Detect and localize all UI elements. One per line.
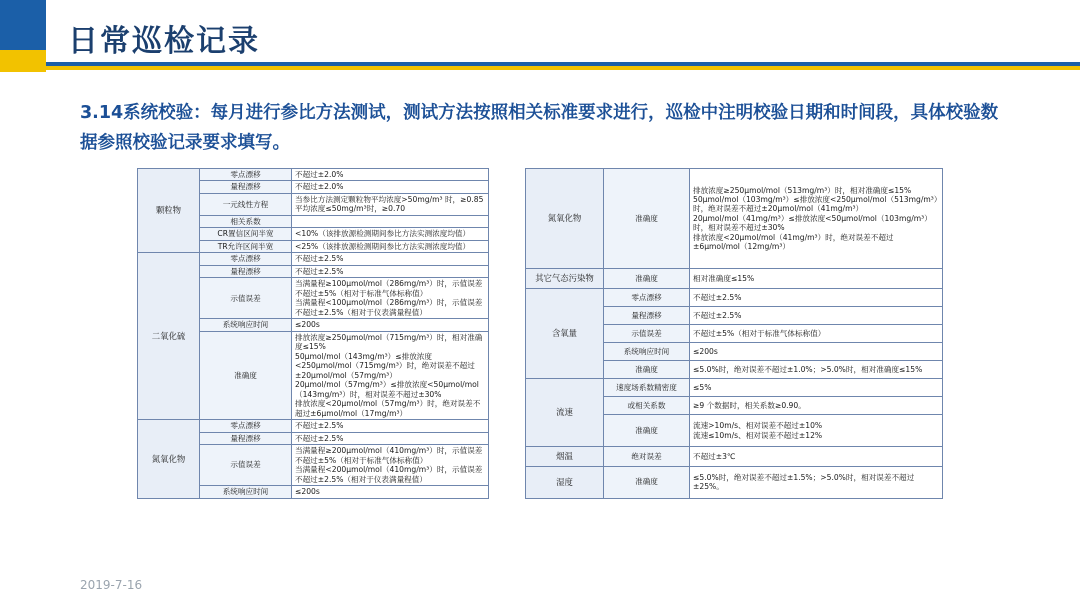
table-row: [526, 169, 943, 269]
row-parameter: 系统响应时间: [604, 343, 690, 361]
calibration-tables: [0, 168, 1080, 499]
row-requirement: 不超过±2.0%: [292, 169, 489, 181]
row-requirement: [292, 215, 489, 227]
row-parameter: 准确度: [604, 415, 690, 447]
row-parameter: 量程漂移: [200, 181, 292, 193]
intro-paragraph: 3.14系统校验：每月进行参比方法测试，测试方法按照相关标准要求进行，巡检中注明校验日期和时间段，具体校验数据参照校验记录要求填写。: [80, 103, 999, 153]
table-row: [526, 466, 943, 498]
row-requirement: ≤5%: [690, 379, 943, 397]
row-parameter: 量程漂移: [200, 265, 292, 277]
row-parameter: 一元线性方程: [200, 193, 292, 215]
row-category: 烟温: [526, 447, 604, 467]
row-parameter: 零点漂移: [200, 420, 292, 432]
row-parameter: 示值误差: [200, 445, 292, 486]
row-parameter: 绝对误差: [604, 447, 690, 467]
row-parameter: 准确度: [604, 269, 690, 289]
table-row: [526, 288, 943, 306]
row-requirement: 不超过±3℃: [690, 447, 943, 467]
row-parameter: 速度场系数精密度: [604, 379, 690, 397]
row-requirement: 不超过±2.5%: [292, 253, 489, 265]
row-parameter: 量程漂移: [604, 307, 690, 325]
row-parameter: 准确度: [200, 331, 292, 419]
row-category: 氮氧化物: [138, 420, 200, 498]
row-requirement: ≥9 个数据时，相关系数≥0.90。: [690, 397, 943, 415]
row-requirement: 流速>10m/s、相对误差不超过±10% 流速≤10m/s、相对误差不超过±12%: [690, 415, 943, 447]
row-requirement: 排放浓度≥250μmol/mol（715mg/m³）时，相对准确度≤15% 50μmol/mol（143mg/m³）≤排放浓度<250μmol/mol（715mg/m³）时，绝对误差不超过±20μmol/mol（57mg/m³） 20μmol/mol（57mg/m³）≤排放浓度<50μmol/mol（143mg/m³）时，相对误差不超过±30% 排放浓度<20μmol/mol（57mg/m³）时，绝对误差不超过±6μmol/mol（17mg/m³）: [292, 331, 489, 419]
row-parameter: CR置信区间半宽: [200, 228, 292, 240]
row-requirement: ≤200s: [690, 343, 943, 361]
row-requirement: 不超过±2.5%: [292, 420, 489, 432]
row-parameter: 或相关系数: [604, 397, 690, 415]
table-row: [138, 420, 489, 432]
row-category: 湿度: [526, 466, 604, 498]
row-requirement: 不超过±2.5%: [292, 432, 489, 444]
row-category: 其它气态污染物: [526, 269, 604, 289]
table-row: [526, 269, 943, 289]
row-parameter: 示值误差: [604, 325, 690, 343]
decor-rule-yellow: [46, 66, 1080, 70]
row-requirement: 不超过±2.5%: [690, 307, 943, 325]
row-parameter: 示值误差: [200, 278, 292, 319]
row-parameter: 准确度: [604, 466, 690, 498]
row-requirement: 当参比方法测定颗粒物平均浓度>50mg/m³ 时，≥0.85 平均浓度≤50mg/m³时，≥0.70: [292, 193, 489, 215]
row-requirement: 相对准确度≤15%: [690, 269, 943, 289]
footer-date: 2019-7-16: [80, 578, 143, 592]
table-row: [138, 253, 489, 265]
row-parameter: 系统响应时间: [200, 319, 292, 331]
row-requirement: ≤200s: [292, 486, 489, 498]
row-category: 氮氧化物: [526, 169, 604, 269]
row-requirement: 不超过±2.0%: [292, 181, 489, 193]
row-requirement: ≤5.0%时，绝对误差不超过±1.5%；>5.0%时，相对误差不超过±25%。: [690, 466, 943, 498]
row-requirement: <10%（该排放源检测期间参比方法实测浓度均值）: [292, 228, 489, 240]
table-row: [526, 447, 943, 467]
row-parameter: 相关系数: [200, 215, 292, 227]
right-calibration-table: [525, 168, 943, 499]
page-title: 日常巡检记录: [68, 24, 260, 59]
row-parameter: 量程漂移: [200, 432, 292, 444]
row-category: 含氧量: [526, 288, 604, 378]
row-parameter: 零点漂移: [200, 169, 292, 181]
row-parameter: 零点漂移: [200, 253, 292, 265]
row-requirement: ≤200s: [292, 319, 489, 331]
row-requirement: 不超过±5%（相对于标准气体标称值）: [690, 325, 943, 343]
left-calibration-table: [137, 168, 489, 499]
decor-corner-yellow: [0, 50, 46, 72]
row-requirement: ≤5.0%时，绝对误差不超过±1.0%；>5.0%时，相对准确度≤15%: [690, 361, 943, 379]
row-requirement: 不超过±2.5%: [292, 265, 489, 277]
row-requirement: 当满量程≥100μmol/mol（286mg/m³）时，示值误差不超过±5%（相对于标准气体标称值） 当满量程<100μmol/mol（286mg/m³）时，示值误差不超过±2.5%（相对于仪表满量程值）: [292, 278, 489, 319]
row-category: 流速: [526, 379, 604, 447]
row-requirement: <25%（该排放源检测期间参比方法实测浓度均值）: [292, 240, 489, 252]
row-category: 二氧化硫: [138, 253, 200, 420]
table-row: [138, 169, 489, 181]
row-parameter: 零点漂移: [604, 288, 690, 306]
row-parameter: 准确度: [604, 361, 690, 379]
row-category: 颗粒物: [138, 169, 200, 253]
row-parameter: 准确度: [604, 169, 690, 269]
row-requirement: 当满量程≥200μmol/mol（410mg/m³）时，示值误差不超过±5%（相对于标准气体标称值） 当满量程<200μmol/mol（410mg/m³）时，示值误差不超过±2.5%（相对于仪表满量程值）: [292, 445, 489, 486]
row-parameter: 系统响应时间: [200, 486, 292, 498]
table-row: [526, 379, 943, 397]
row-requirement: 不超过±2.5%: [690, 288, 943, 306]
row-parameter: TR允许区间半宽: [200, 240, 292, 252]
row-requirement: 排放浓度≥250μmol/mol（513mg/m³）时，相对准确度≤15% 50μmol/mol（103mg/m³）≤排放浓度<250μmol/mol（513mg/m³）时，绝对误差不超过±20μmol/mol（41mg/m³） 20μmol/mol（41mg/m³）≤排放浓度<50μmol/mol（103mg/m³）时，相对误差不超过±30% 排放浓度<20μmol/mol（41mg/m³）时，绝对误差不超过±6μmol/mol（12mg/m³）: [690, 169, 943, 269]
